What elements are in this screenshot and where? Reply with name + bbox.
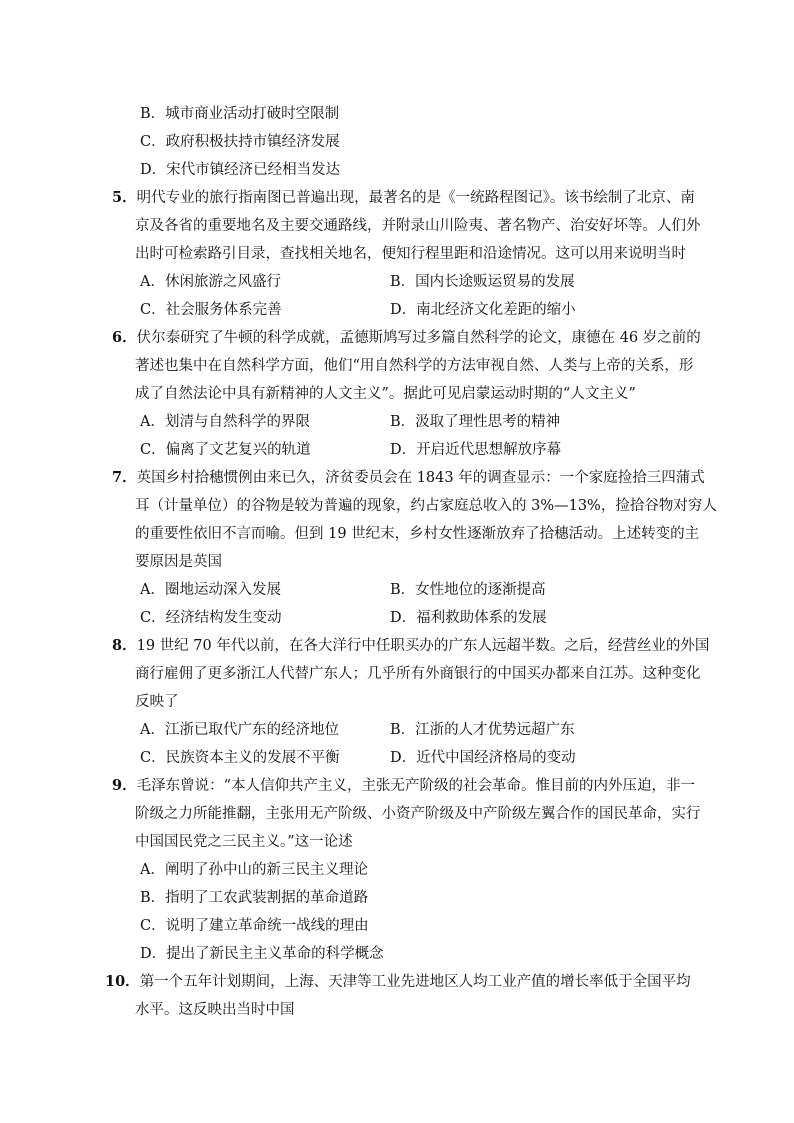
question-number: 10．: [105, 973, 140, 990]
q7-option-b: B．女性地位的逐渐提高: [390, 582, 546, 598]
q5-option-b: B．国内长途贩运贸易的发展: [390, 274, 575, 290]
question-text: 伏尔泰研究了牛顿的科学成就，孟德斯鸠写过多篇自然科学的论文，康德在 46 岁之前的: [136, 330, 701, 346]
question-text: 第一个五年计划期间，上海、天津等工业先进地区人均工业产值的增长率低于全国平均: [139, 974, 691, 990]
question-number: 9．: [112, 777, 137, 794]
question-text-line: 要原因是英国: [135, 554, 222, 570]
question-text-line: 中国国民党之三民主义。”这一论述: [135, 834, 353, 850]
q7-option-c: C．经济结构发生变动: [140, 610, 282, 626]
q4-option-c: C．政府积极扶持市镇经济发展: [140, 134, 340, 150]
question-number: 6．: [112, 329, 137, 346]
q5-option-c: C．社会服务体系完善: [140, 302, 282, 318]
question-text-line: 京及各省的重要地名及主要交通路线，并附录山川险夷、著名物产、治安好坏等。人们外: [135, 218, 701, 234]
question-text-line: 阶级之力所能推翻，主张用无产阶级、小资产阶级及中产阶级左翼合作的国民革命，实行: [135, 806, 701, 822]
q5-option-d: D．南北经济文化差距的缩小: [390, 302, 576, 318]
question-5: [112, 188, 695, 208]
question-text-line: 反映了: [135, 694, 179, 710]
q6-option-a: A．划清与自然科学的界限: [140, 414, 310, 430]
q8-option-b: B．江浙的人才优势远超广东: [390, 722, 575, 738]
q8-option-a: A．江浙已取代广东的经济地位: [140, 722, 339, 738]
q6-option-c: C．偏离了文艺复兴的轨道: [140, 442, 311, 458]
question-text-line: 水平。这反映出当时中国: [135, 1002, 295, 1018]
question-number: 8．: [112, 637, 137, 654]
question-8: [112, 636, 709, 656]
question-text-line: 出时可检索路引目录，查找相关地名，便知行程里距和沿途情况。这可以用来说明当时: [135, 246, 686, 262]
q8-option-c: C．民族资本主义的发展不平衡: [140, 750, 340, 766]
question-text-line: 的重要性依旧不言而喻。但到 19 世纪末，乡村女性逐渐放弃了拾穗活动。上述转变的主: [135, 526, 700, 542]
q8-option-d: D．近代中国经济格局的变动: [390, 750, 576, 766]
q9-option-a: A．阐明了孙中山的新三民主义理论: [140, 862, 368, 878]
q6-option-d: D．开启近代思想解放序幕: [390, 442, 562, 458]
q5-option-a: A．休闲旅游之风盛行: [140, 274, 281, 290]
question-10: [105, 972, 691, 992]
question-text: 19 世纪 70 年代以前，在各大洋行中任职买办的广东人远超半数。之后，经营丝业的外国: [136, 638, 710, 654]
question-text-line: 著述也集中在自然科学方面，他们“用自然科学的方法审视自然、人类与上帝的关系，形: [135, 358, 694, 374]
question-7: [112, 468, 705, 488]
question-text-line: 成了自然法论中具有新精神的人文主义”。据此可见启蒙运动时期的“人文主义”: [135, 386, 636, 402]
question-9: [112, 776, 695, 796]
q9-option-c: C．说明了建立革命统一战线的理由: [140, 918, 369, 934]
question-number: 7．: [112, 469, 137, 486]
question-text: 明代专业的旅行指南图已普遍出现，最著名的是《一统路程图记》。该书绘制了北京、南: [136, 190, 695, 206]
q9-option-b: B．指明了工农武装割据的革命道路: [140, 890, 369, 906]
question-text-line: 商行雇佣了更多浙江人代替广东人；几乎所有外商银行的中国买办都来自江苏。这种变化: [135, 666, 701, 682]
question-6: [112, 328, 701, 348]
q4-option-d: D．宋代市镇经济已经相当发达: [140, 162, 341, 178]
q6-option-b: B．汲取了理性思考的精神: [390, 414, 561, 430]
question-text: 毛泽东曾说：“本人信仰共产主义，主张无产阶级的社会革命。惟目前的内外压迫，非一: [136, 778, 696, 794]
q7-option-a: A．圈地运动深入发展: [140, 582, 281, 598]
question-text-line: 耳（计量单位）的谷物是较为普遍的现象，约占家庭总收入的 3%—13%，捡拾谷物对穷人: [135, 498, 717, 514]
q4-option-b: B．城市商业活动打破时空限制: [140, 106, 340, 122]
q9-option-d: D．提出了新民主主义革命的科学概念: [140, 946, 384, 962]
question-number: 5．: [112, 189, 137, 206]
q7-option-d: D．福利救助体系的发展: [390, 610, 547, 626]
question-text: 英国乡村拾穗惯例由来已久，济贫委员会在 1843 年的调查显示：一个家庭捡拾三四蒲式: [136, 470, 705, 486]
